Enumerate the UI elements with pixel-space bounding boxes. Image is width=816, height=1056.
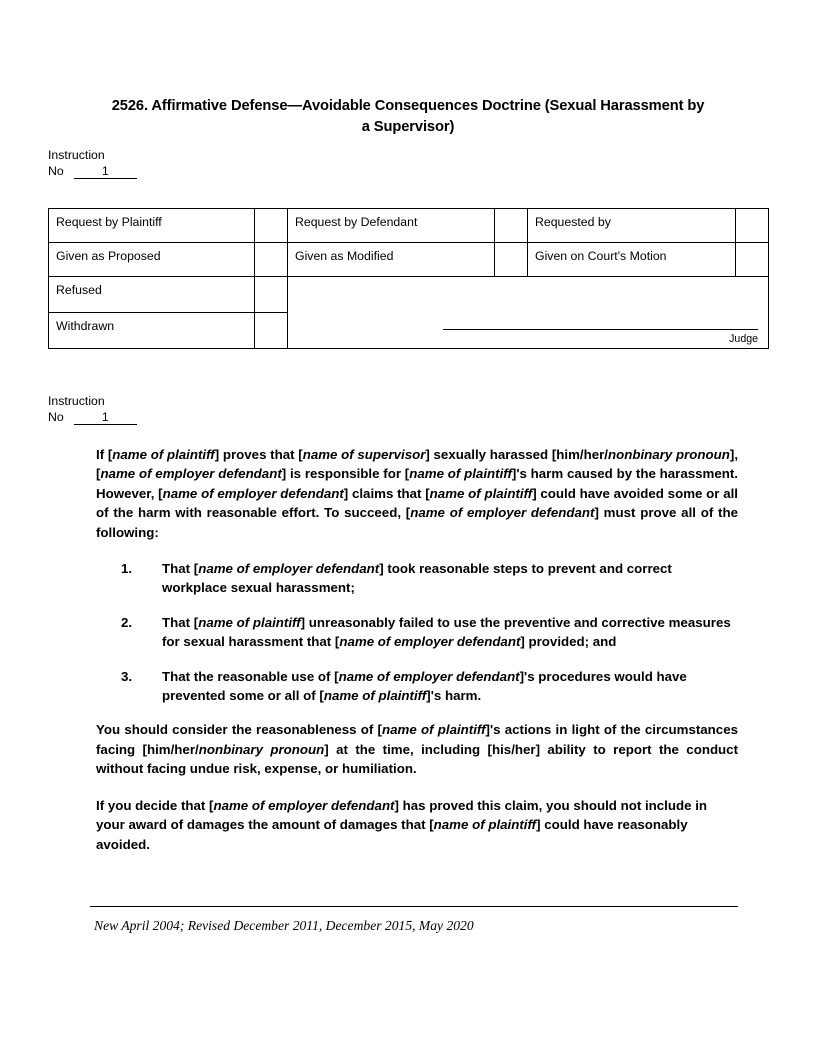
judge-signature-inner xyxy=(288,277,768,348)
instruction-number-field[interactable]: 1 xyxy=(74,410,137,425)
instruction-no-label: No xyxy=(48,163,64,178)
cell-withdrawn-label: Withdrawn xyxy=(49,313,255,349)
conclusion-paragraph: If you decide that [name of employer defendant] has proved this claim, you should not include in your award of damages the amount of damages that [name of plaintiff] could have reasonably avoided. xyxy=(96,797,708,852)
checkbox-requested-by[interactable] xyxy=(736,209,769,243)
claim-text: That [name of plaintiff] unreasonably failed to use the preventive and corrective measures for sexual harassment that [name of employer defendant] provided; and xyxy=(162,614,731,650)
list-item xyxy=(96,613,738,652)
claim-number: 2. xyxy=(121,614,133,630)
judge-caption: Judge xyxy=(729,333,758,345)
cell-request-by-defendant-label: Request by Defendant xyxy=(288,209,495,243)
judge-signature-area xyxy=(288,277,769,349)
checkbox-withdrawn[interactable] xyxy=(255,313,288,349)
list-item xyxy=(96,667,738,706)
revision-history: New April 2004; Revised December 2011, December 2015, May 2020 xyxy=(94,918,474,933)
judge-signature-line[interactable] xyxy=(443,329,758,330)
claim-number: 3. xyxy=(121,668,133,684)
instruction-label: Instruction xyxy=(48,394,105,408)
cell-refused-label: Refused xyxy=(49,277,255,313)
instruction-routing-table xyxy=(48,208,769,349)
intro-paragraph: If [name of plaintiff] proves that [name of supervisor] sexually harassed [him/her/nonbinary pronoun], [name of employer defendant] is responsible for [name of plaintiff]'s harm caused by the harassment. However, [name of employer defendant] claims that [name of plaintiff] could have avoided some or all of the harm with reasonable effort. To succeed, [name of employer defendant] must prove all of the following: xyxy=(96,447,739,540)
instruction-number-header-body xyxy=(48,394,137,425)
claim-text: That the reasonable use of [name of employer defendant]'s procedures would have prevented some or all of [name of plaintiff]'s harm. xyxy=(162,668,687,704)
checkbox-request-by-defendant[interactable] xyxy=(495,209,528,243)
cell-given-as-modified-label: Given as Modified xyxy=(288,243,495,277)
claim-number: 1. xyxy=(121,561,133,577)
instruction-label: Instruction xyxy=(48,148,105,162)
claim-text: That [name of employer defendant] took reasonable steps to prevent and correct workplace sexual harassment; xyxy=(162,561,672,596)
cell-given-as-proposed-label: Given as Proposed xyxy=(49,243,255,277)
checkbox-request-by-plaintiff[interactable] xyxy=(255,209,288,243)
cell-request-by-plaintiff-label: Request by Plaintiff xyxy=(49,209,255,243)
instruction-number-header-top xyxy=(48,148,137,179)
list-item xyxy=(96,559,738,598)
table-row xyxy=(49,243,769,277)
claims-list xyxy=(96,559,738,705)
reasonableness-paragraph: You should consider the reasonableness of [name of plaintiff]'s actions in light of the circumstances facing [him/her/nonbinary pronoun] at the time, including [his/her] ability to report the conduct without facing undue risk, expense, or humiliation. xyxy=(96,722,739,777)
instruction-number-field[interactable]: 1 xyxy=(74,164,137,179)
table-row xyxy=(49,209,769,243)
instruction-body xyxy=(96,445,738,871)
page-title: 2526. Affirmative Defense—Avoidable Consequences Doctrine (Sexual Harassment by a Supervisor) xyxy=(111,98,705,135)
checkbox-given-as-modified[interactable] xyxy=(495,243,528,277)
checkbox-refused[interactable] xyxy=(255,277,288,313)
table-row xyxy=(49,277,769,313)
cell-requested-by-label: Requested by xyxy=(528,209,736,243)
instruction-no-label: No xyxy=(48,409,64,424)
cell-given-on-courts-motion-label: Given on Court's Motion xyxy=(528,243,736,277)
footer-divider xyxy=(90,906,738,907)
checkbox-given-on-courts-motion[interactable] xyxy=(736,243,769,277)
checkbox-given-as-proposed[interactable] xyxy=(255,243,288,277)
